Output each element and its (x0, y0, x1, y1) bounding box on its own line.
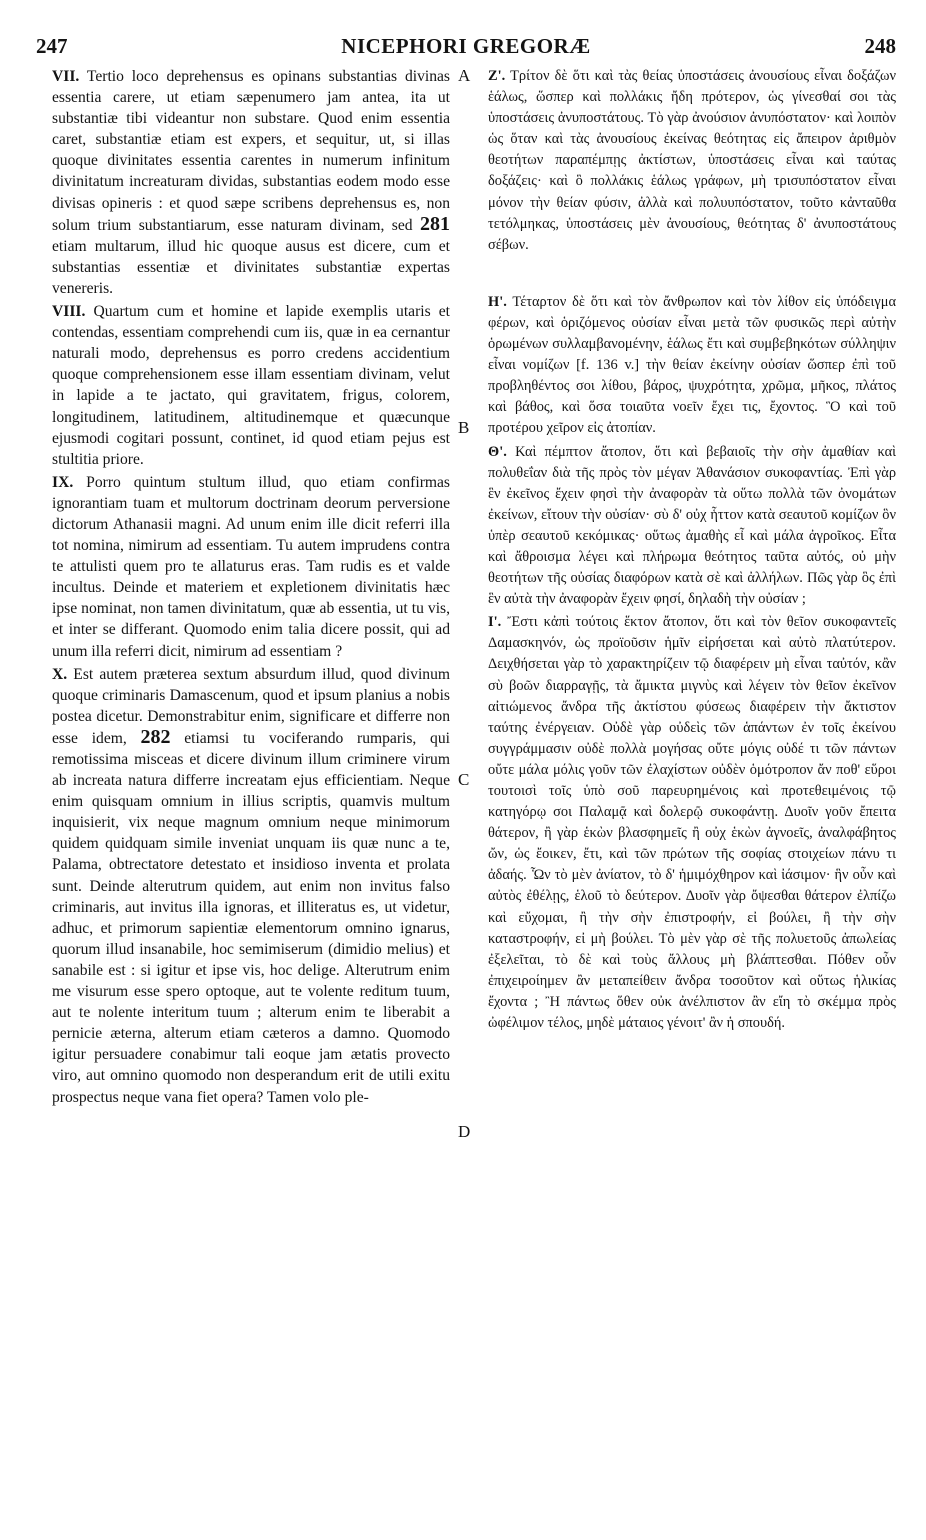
paragraph-gap (488, 258, 896, 292)
paragraph-text: Porro quintum stultum illud, quo etiam confirmas ignorantiam tuam et multorum doctrinam deorum perversione dictorum Athanasii magni. Ad unum enim ille dicit referri illa tot nomina, nimirum ad essentiam. Tu autem imprudens contra te attulisti quem pro te allaturus eras. Tam rudis es et valde incultus. Deinde et materiem et expletionem divinitatis hæc ipse nominat, non tamen divinitatum, quæ ab essentia, ut tu vis, et inter se differant. Quomodo enim talia dicere possit, qui ad unum illa referri dicit, nimirum ad essentiam ? (52, 473, 451, 660)
column-number-marker: 281 (420, 212, 450, 235)
section-label: IX. (52, 473, 74, 491)
left-page-number: 247 (36, 34, 68, 58)
paragraph-text: Quartum cum et homine et lapide exemplis utaris et contendas, essentiam comprehendi cum iis, quæ in ea cernantur naturali modo, deprehensus es porro credens accidentium quoque comprehensionem esse illam essentiam divinam, velut in lapide a te jactato, qui gravitatem, frigus, colorem, longitudinem, latitudinem, altitudinemque et quæcunque ejusmodi cogitari possunt, continet, id quod etiam pejus est stultitia priore. (52, 303, 450, 468)
greek-paragraph-zeta (488, 66, 896, 256)
margin-letter-c: C (458, 770, 470, 789)
section-label: Ζ'. (488, 68, 506, 84)
paragraph-text: Ἔστι κἀπὶ τούτοις ἕκτον ἄτοπον, ὅτι καὶ τὸν θεῖον συκοφαντεῖς Δαμασκηνόν, ὡς προϊοῦσιν ἡμῖν εἰρήσεται καὶ αὐτὸ πλατύτερον. Δειχθήσεται γὰρ τὸ χαρακτηρίζειν τῷ διαφέρειν μὴ εἶναι ταὐτόν, κἂν σὺ βοῶν διαρραγῇς, τὰ ἄμικτα μιγνὺς καὶ λέγειν τὸν θεῖον ἐκεῖνον αἰτιώμενος ἄνδρα τῆς ἀκτίστου φύσεως διαφέρειν τὴν ἄκτιστον ταύτης ἐνέργειαν. Οὐδὲ γὰρ οὐδεὶς τῶν ἁπάντων ἐν τοῖς ἐκείνου συγγράμμασιν οὐδὲ πολλὰ μογήσας οὔτε μόγις οὐδέ τι τῶν πάντων οὔτε μάλα μόλις γοῦν τῶν ἐλαχίστων οὐδὲν ὁμότροπον ἄν ποθ' εὕροι τουτοισὶ τοῖς ὑπὸ σοῦ παρευρημένοις καὶ προτεθειμένοις τῷ κατηγόρῳ σοι Παλαμᾷ καὶ δολερῷ συκοφάντῃ. Δυοῖν γοῦν ἔπειτα θάτερον, ἢ γὰρ ἑκὼν βλασφημεῖς ἢ οὐχ ἑκὼν ἀγνοεῖς, ἀναλφάβητος ὤν, ὡς ἔοικεν, ἔτι, καὶ τῶν πρώτων τῆς σοφίας στοιχείων πάνυ τι ἀδαής. Ὧν τὸ μὲν ἀνίατον, τὸ δ' ἡμιμόχθηρον καὶ ἰάσιμον· ἣν οὖν καὶ αὐτὸς ἐθέλῃς, ἑλοῦ τὸ δεύτερον. Δυοῖν γὰρ ὄψεσθαι θάτερον ἐλπίζω καὶ εὔχομαι, ἢ τὴν σὴν ἐπιστροφήν, εἰ βούλει, ἢ τὴν σὴν καταστροφήν, εἰ μὴ βούλει. Τὸ μὲν γὰρ σὲ τῆς πολυετοῦς ἀπωλείας ἐξελεῖται, τὸ δὲ καὶ τοὺς ἄλλους μὴ βλάπτεσθαι. Πόθεν οὖν ἐπιχειροίημεν ἂν μεταπείθειν ἄνδρα τοσοῦτον καὶ οὕτως ἡλικίας ἔχοντα ; Ἢ πάντως ὅθεν οὐκ ἀνέλπιστον ἂν εἴη τὸ σκέμμα πρὸς ὠφέλιμον τέλος, μηδὲ μάταιος γένοιτ' ἂν ἡ σπουδή. (488, 614, 896, 1032)
paragraph-text-continued: etiam multarum, illud hic quoque ausus est dicere, cum et substantias essentiæ et divinitates substantiæ expertas venereris. (52, 237, 450, 297)
paragraph-text: Τέταρτον δὲ ὅτι καὶ τὸν ἄνθρωπον καὶ τὸν λίθον εἰς ὑπόδειγμα φέρων, καὶ ὁριζόμενος οὐσίαν εἶναι μετὰ τῶν φυσικῶς περὶ αὐτὴν ὁρωμένων συλλαμβανομένην, ἑάλως ἔτι καὶ συμβεβηκότων σύλληψιν εἶναι νομίζων [f. 136 v.] τὴν θείαν ἐκείνην οὐσίαν ὥσπερ ἐπὶ τοῦ προβληθέντος σοι λίθου, βάρος, ψυχρότητα, χρῶμα, μῆκος, πλάτος καὶ βάθος, καὶ ὅσα τοιαῦτα νοεῖν ἔχει τις, ἔχοντος. Ὃ καὶ τοῦ προτέρου χεῖρον εἰς ἀτοπίαν. (488, 293, 896, 437)
paragraph-text: Est autem præterea sextum absurdum illud, quod divinum quoque criminaris Damascenum, quod et ipsum planius a nobis postea dicetur. Demonstrabitur enim, significare et differre non esse idem, (52, 665, 451, 747)
margin-letter-b: B (458, 418, 470, 437)
section-label: Η'. (488, 293, 507, 310)
section-label: VIII. (52, 303, 86, 321)
section-label: Θ'. (488, 443, 507, 460)
running-title: NICEPHORI GREGORÆ (341, 34, 591, 58)
latin-paragraph-x (52, 664, 450, 1108)
paragraph-text-continued: etiamsi tu vociferando rumparis, qui remotissima misceas et dicere divinum illum criminere virum ab increata natura differre increatam ejus efficientiam. Neque enim quisquam omnium in illius scriptis, quamvis multum inquisierit, vix neque magnum omnium neque minimorum quidem quidquam simile inveniat unquam iis quæ nunc a te, Palama, obtrectatore detestato et insidioso inventa et prolata sunt. Deinde alterutrum quidem, aut enim non invitus falso criminaris, aut invitus illa ignoras, et illiteratus es, ut videtur, adhuc, et primorum sapientiæ elementorum omnino ignarus, quorum illud insanabile, hoc semimiserum (dimidio melius) et sanabile est : si igitur et ipse vis, hoc delige. Alterutrum enim me visurum esse spero optoque, aut te volente reditum tuum, aut te nolente interitum tuum ; alterum enim te liberabit a pernicie æterna, alterum etiam cæteros a damno. Quomodo igitur persuadere conabimur tali eoque jam ætatis provecto viro, aut omnino quomodo non desperandum erit de utili exitu prospectus neque vana fiet opera? Tamen volo ple- (52, 729, 450, 1106)
greek-paragraph-theta (488, 442, 896, 611)
greek-paragraph-eta (488, 292, 896, 440)
right-page-number: 248 (864, 34, 896, 58)
paragraph-text: Καὶ πέμπτον ἄτοπον, ὅτι καὶ βεβαιοῖς τὴν σὴν ἀμαθίαν καὶ πολυθεΐαν διὰ τῆς πρὸς τὸν μέγαν Ἀθανάσιον συκοφαντίας. Ἐπὶ γὰρ ἓν ἐκεῖνος ἔχειν φησὶ τὴν ἀναφορὰν τὰ οὕτω πολλὰ τῶν ὀνομάτων ἐκείνων, εἴτουν τὴν οὐσίαν· σὺ δ' οὐχ ἧττον κατὰ σεαυτοῦ κομίζων ὃν ὑπὲρ σεαυτοῦ κεκόμικας· οὕτως ἀμαθὴς εἶ καὶ μάλα ἀγροῖκος. Εἶτα καὶ ἄθροισμα λέγει καὶ πλήρωμα θεότητος ταῦτα αὐτός, οὐ μὴν θεοτήτων τῆς οὐσίας διαφόρων κατὰ σὲ καὶ ἀλλήλων. Πῶς γὰρ ὃς ἐπὶ ἓν αὐτὰ τὴν ἀναφορὰν ἔχειν φησί, δηλαδὴ τὴν οὐσίαν ; (488, 443, 896, 608)
section-label: VII. (52, 68, 80, 85)
latin-paragraph-vii (52, 66, 450, 299)
latin-paragraph-ix (52, 472, 450, 662)
column-number-marker: 282 (140, 725, 171, 748)
margin-letter-d: D (458, 1122, 471, 1141)
latin-column (52, 66, 450, 1110)
greek-paragraph-iota (488, 612, 896, 1034)
margin-letter-a: A (458, 66, 471, 85)
section-label: Ι'. (488, 614, 502, 631)
greek-column (488, 66, 896, 1036)
running-header (36, 34, 896, 64)
paragraph-text: Τρίτον δὲ ὅτι καὶ τὰς θείας ὑποστάσεις ἀνουσίους εἶναι δοξάζων ἑάλως, ὥσπερ καὶ πολλάκις ἤδη πρότερον, ὡς γίνεσθαί σοι τὰς ὑποστάσεις ἀνυποστάτους. Τὸ γὰρ ἀνούσιον ἀνυπόστατον· καὶ λοιπὸν ὡς ὅταν καὶ τὰς ἀνουσίους ἐκείνας θεότητας εἰς ἄπειρον ἀριθμὸν θεοτήτων παραπέμπῃς ἀκτίστων, ὑποστάσεις εἶναι καὶ ταύτας δοξάζεις· καὶ ὃ πολλάκις ἑάλως γράφων, μὴ τρισυπόστατον εἶναι μόνον τὴν θείαν φύσιν, ἀλλὰ καὶ πολυυπόστατον, τοῦτο κἀνταῦθα τετόλμηκας, ὑποστάσεις μὲν ἀνουσίους, θεότητας δ' ἀνυποστάτους σέβων. (488, 68, 896, 253)
latin-paragraph-viii (52, 301, 450, 470)
paragraph-text: Tertio loco deprehensus es opinans substantias divinas essentia carere, ut etiam sæpenumero jam antea, ita ut substantiæ tibi videantur non substare. Quod enim essentia caret, substantiæ etiam est expers, et sequitur, ut, si illas quoque divinitates essentia carentes in numerum infinitum divinitatum increaturam dividas, substantias eodem modo esse divisas opineris : et quod sæpe scribens deprehensus es, non solum trium substantiarum, esse naturam divinam, sed (52, 68, 450, 234)
section-label: X. (52, 665, 68, 683)
